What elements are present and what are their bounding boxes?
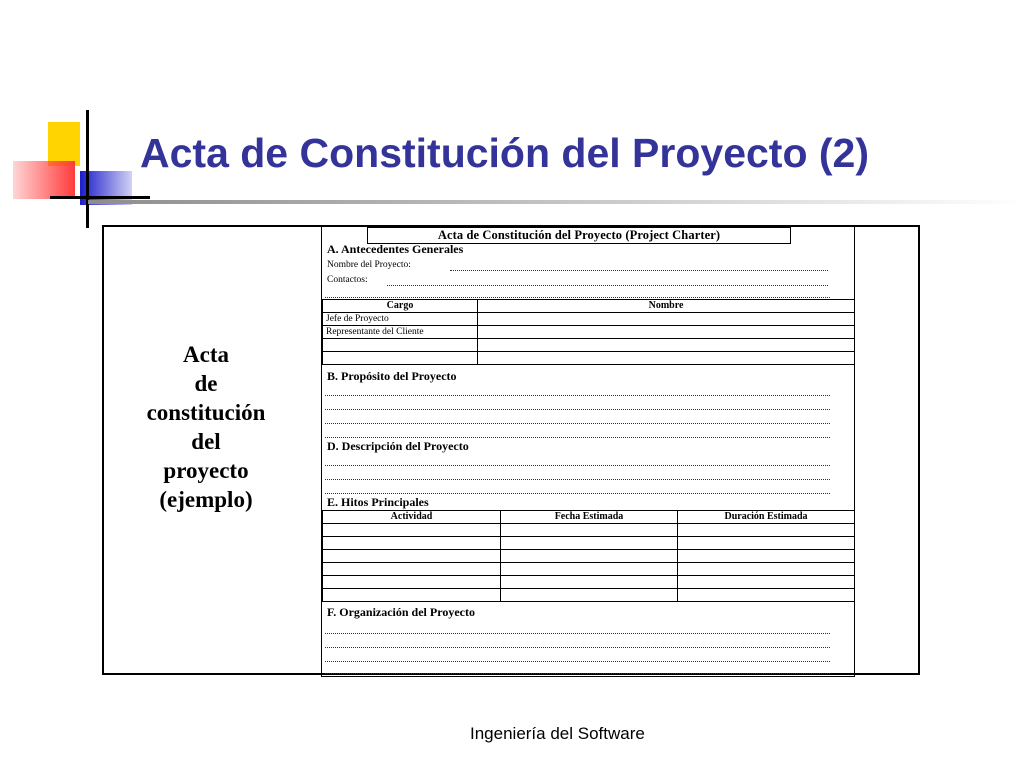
table-cell <box>323 550 501 563</box>
table-row <box>323 563 855 576</box>
table-cell <box>478 352 855 365</box>
slide-footer: Ingeniería del Software <box>470 724 645 743</box>
table-cell <box>478 339 855 352</box>
table-cell <box>323 352 478 365</box>
section-f-heading: F. Organización del Proyecto <box>327 605 475 619</box>
table-cell: Representante del Cliente <box>323 326 478 339</box>
table-cell: Jefe de Proyecto <box>323 313 478 326</box>
dotted-line <box>325 409 830 410</box>
dotted-line <box>325 297 830 298</box>
caption-line: de <box>194 371 218 396</box>
dotted-line <box>325 465 830 466</box>
table-cell <box>678 524 855 537</box>
table-row <box>323 589 855 602</box>
table-cell <box>678 563 855 576</box>
table-cell <box>501 550 678 563</box>
table-cell <box>323 589 501 602</box>
table-row <box>323 576 855 589</box>
caption-line: (ejemplo) <box>159 487 253 512</box>
contacts-label: Contactos: <box>327 275 368 285</box>
section-b-heading: B. Propósito del Proyecto <box>327 369 457 383</box>
table-cell <box>323 563 501 576</box>
dotted-line <box>450 270 828 271</box>
charter-form <box>321 225 855 677</box>
dotted-line <box>387 285 828 286</box>
table-cell <box>478 326 855 339</box>
table-header-cell: Nombre <box>478 300 855 313</box>
table-cell <box>323 576 501 589</box>
table-row <box>323 550 855 563</box>
dotted-line <box>325 673 830 674</box>
table-cell <box>501 537 678 550</box>
slide-title: Acta de Constitución del Proyecto (2) <box>140 130 869 176</box>
table-cell <box>501 524 678 537</box>
caption-line: del <box>191 429 221 454</box>
section-e-heading: E. Hitos Principales <box>327 495 429 509</box>
table-header-row <box>323 511 855 524</box>
contacts-table <box>322 299 855 365</box>
dotted-line <box>325 437 830 438</box>
logo-vertical-line <box>86 110 89 228</box>
table-cell <box>323 537 501 550</box>
dotted-line <box>325 423 830 424</box>
section-d-heading: D. Descripción del Proyecto <box>327 439 469 453</box>
dotted-line <box>325 493 830 494</box>
table-row <box>323 537 855 550</box>
table-cell <box>678 537 855 550</box>
table-header-cell: Cargo <box>323 300 478 313</box>
dotted-line <box>325 479 830 480</box>
table-row <box>323 524 855 537</box>
table-row <box>323 339 855 352</box>
red-square <box>13 161 75 199</box>
dotted-line <box>325 647 830 648</box>
caption-line: Acta <box>183 342 229 367</box>
form-title: Acta de Constitución del Proyecto (Project Charter) <box>367 227 791 244</box>
section-a-heading: A. Antecedentes Generales <box>327 242 464 256</box>
logo-horizontal-line <box>50 196 150 199</box>
table-cell <box>678 589 855 602</box>
table-header-row <box>323 300 855 313</box>
table-cell <box>501 563 678 576</box>
table-row <box>323 313 855 326</box>
table-cell <box>678 550 855 563</box>
dotted-line <box>325 395 830 396</box>
table-cell <box>501 576 678 589</box>
table-header-cell: Fecha Estimada <box>501 511 678 524</box>
dotted-line <box>325 661 830 662</box>
table-cell <box>323 524 501 537</box>
table-header-cell: Actividad <box>323 511 501 524</box>
project-name-label: Nombre del Proyecto: <box>327 260 411 270</box>
table-row <box>323 352 855 365</box>
milestones-table <box>322 510 855 602</box>
table-cell <box>501 589 678 602</box>
table-cell <box>323 339 478 352</box>
title-underline <box>88 200 1024 204</box>
table-header-cell: Duración Estimada <box>678 511 855 524</box>
dotted-line <box>325 633 830 634</box>
caption-line: proyecto <box>163 458 249 483</box>
document-caption <box>104 340 308 514</box>
table-cell <box>478 313 855 326</box>
table-row <box>323 326 855 339</box>
yellow-square <box>48 122 80 166</box>
caption-line: constitución <box>146 400 266 425</box>
table-cell <box>678 576 855 589</box>
